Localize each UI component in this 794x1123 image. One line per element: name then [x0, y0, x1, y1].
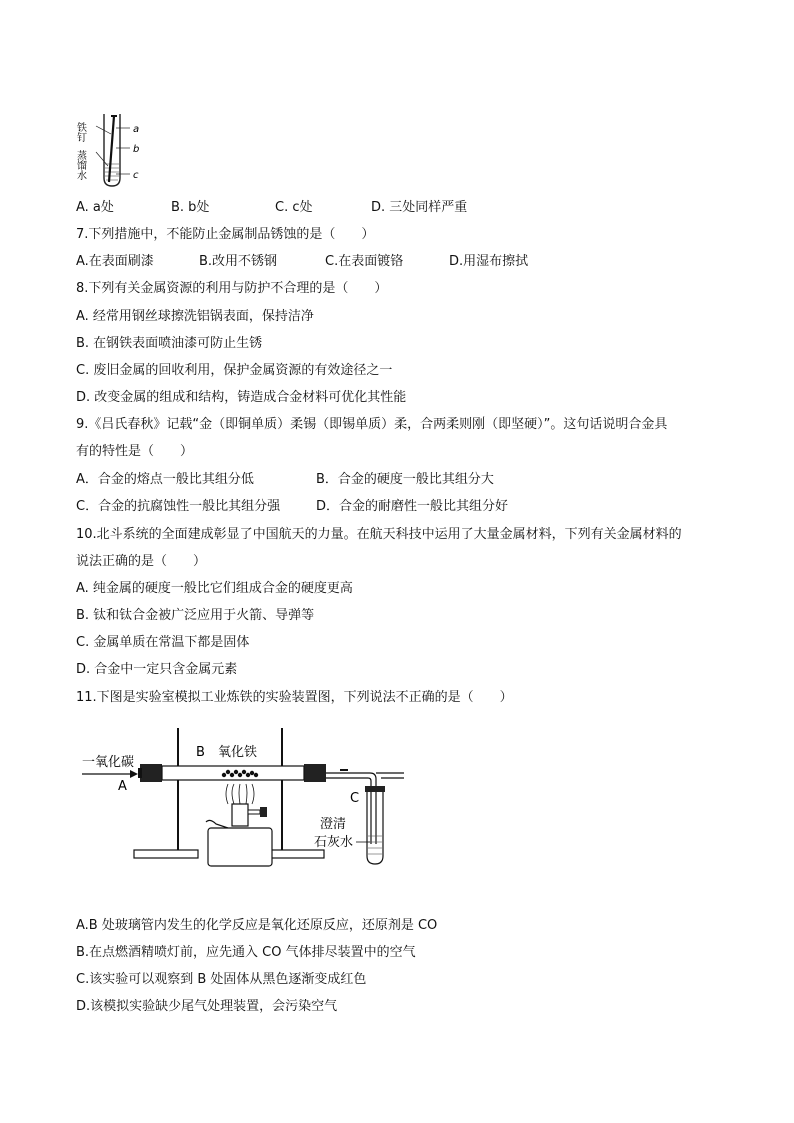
- q11-option-b: B.在点燃酒精喷灯前，应先通入 CO 气体排尽装置中的空气: [76, 945, 416, 960]
- alcohol-burner-neck: [232, 804, 248, 826]
- q9-stem-line1: 9.《吕氏春秋》记载“金（即铜单质）柔锡（即锡单质）柔，合两柔则刚（即坚硬）”。这句话说明合金具: [76, 417, 668, 432]
- q8-option-c: C. 废旧金属的回收利用，保护金属资源的有效途径之一: [76, 363, 393, 378]
- limewater-test-tube: [367, 792, 383, 864]
- q8-option-a: A. 经常用钢丝球擦洗铝锅表面，保持洁净: [76, 309, 314, 324]
- right-stopper: [304, 764, 326, 782]
- q10-option-b: B. 钛和钛合金被广泛应用于火箭、导弹等: [76, 608, 315, 623]
- water-label: 蒸馏水: [74, 150, 86, 180]
- label-b: b: [133, 144, 140, 155]
- q9-option-a: A．合金的熔点一般比其组分低: [76, 472, 254, 487]
- label-c: c: [133, 170, 139, 181]
- q8-option-d: D. 改变金属的组成和结构，铸造成合金材料可优化其性能: [76, 390, 407, 405]
- q11-option-d: D.该模拟实验缺少尾气处理装置，会污染空气: [76, 999, 338, 1014]
- q9-option-c: C．合金的抗腐蚀性一般比其组分强: [76, 499, 281, 514]
- q9-option-b: B．合金的硬度一般比其组分大: [316, 472, 494, 487]
- q11-option-c: C.该实验可以观察到 B 处固体从黑色逐渐变成红色: [76, 972, 367, 987]
- iron-oxide-label: 氧化铁: [218, 745, 258, 760]
- q7-stem: 7.下列措施中，不能防止金属制品锈蚀的是（ ）: [76, 227, 375, 242]
- label-a: a: [133, 124, 140, 135]
- q11-stem: 11.下图是实验室模拟工业炼铁的实验装置图，下列说法不正确的是（ ）: [76, 690, 513, 705]
- label-b: B: [196, 745, 205, 760]
- q10-option-d: D. 合金中一定只含金属元素: [76, 662, 238, 677]
- q6-option-c: C. c处: [275, 200, 313, 215]
- q7-option-a: A.在表面刷漆: [76, 254, 154, 269]
- label-c: C: [350, 791, 360, 806]
- q8-option-b: B. 在钢铁表面喷油漆可防止生锈: [76, 336, 263, 351]
- q6-option-b: B. b处: [171, 200, 210, 215]
- label-a: A: [118, 779, 127, 794]
- q7-option-b: B.改用不锈钢: [199, 254, 278, 269]
- q6-option-a: A. a处: [76, 200, 114, 215]
- left-stopper: [140, 764, 162, 782]
- distilled-water: [105, 164, 119, 180]
- co-label: 一氧化碳: [82, 755, 135, 770]
- test-tube-figure: [74, 108, 158, 190]
- q10-option-a: A. 纯金属的硬度一般比它们组成合金的硬度更高: [76, 581, 353, 596]
- q10-option-c: C. 金属单质在常温下都是固体: [76, 635, 250, 650]
- left-stand-base: [134, 850, 198, 858]
- q6-option-d: D. 三处同样严重: [371, 200, 468, 215]
- limewater-label-2: 石灰水: [314, 835, 354, 850]
- q9-stem-line2: 有的特性是（ ）: [76, 444, 194, 459]
- glass-tube: [162, 766, 304, 780]
- q10-stem-line2: 说法正确的是（ ）: [76, 554, 207, 569]
- iron-smelting-apparatus: [78, 724, 418, 874]
- q7-option-d: D.用湿布擦拭: [449, 254, 529, 269]
- limewater-label-1: 澄清: [320, 817, 347, 832]
- q10-stem-line1: 10.北斗系统的全面建成彰显了中国航天的力量。在航天科技中运用了大量金属材料，下列有关金属材料的: [76, 527, 682, 542]
- q9-option-d: D．合金的耐磨性一般比其组分好: [316, 499, 509, 514]
- q11-option-a: A.B 处玻璃管内发生的化学反应是氧化还原反应，还原剂是 CO: [76, 918, 438, 933]
- q7-option-c: C.在表面镀铬: [325, 254, 404, 269]
- nail-label: 铁钉: [74, 122, 86, 142]
- alcohol-burner-body: [208, 828, 272, 866]
- outlet-tube: [326, 773, 376, 844]
- q8-stem: 8.下列有关金属资源的利用与防护不合理的是（ ）: [76, 281, 388, 296]
- flame: [226, 784, 254, 804]
